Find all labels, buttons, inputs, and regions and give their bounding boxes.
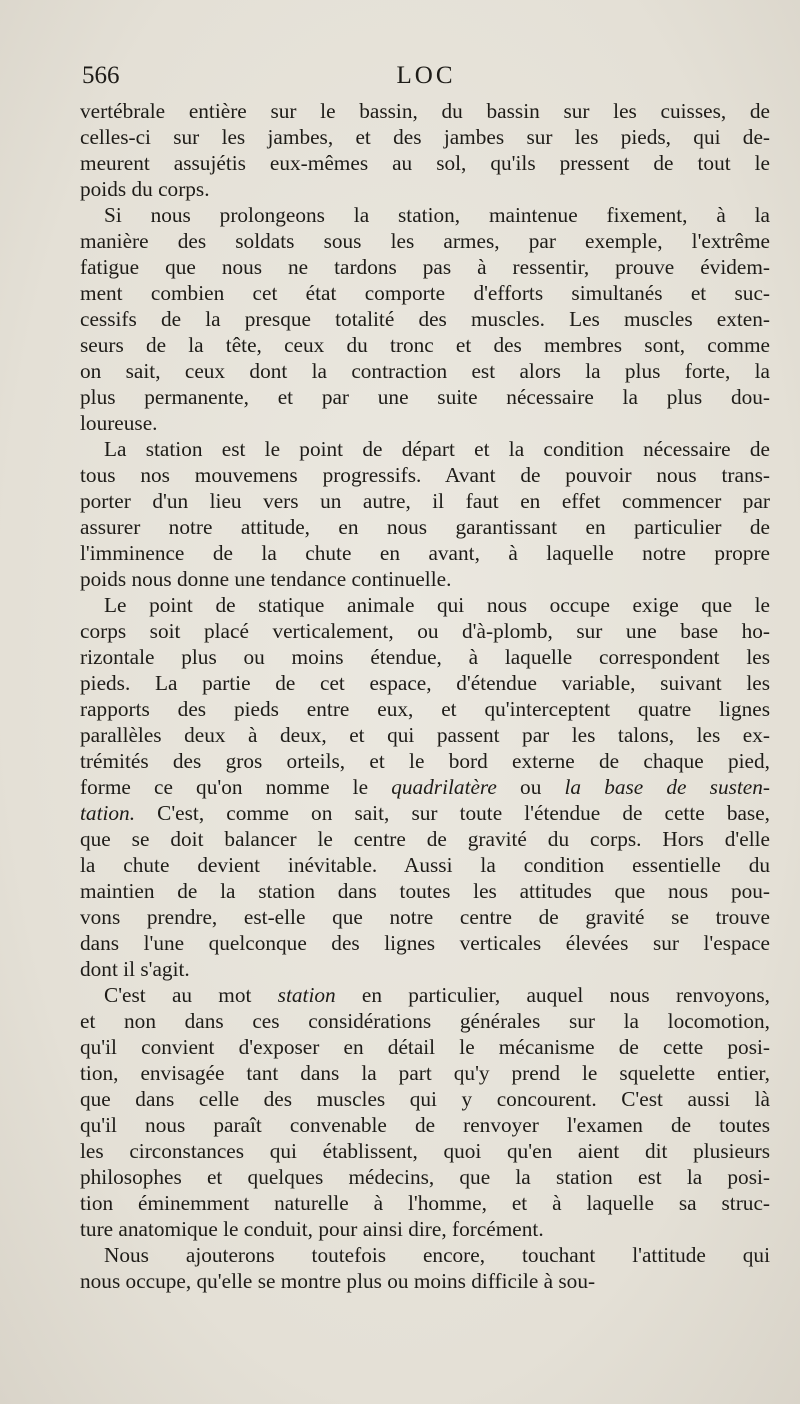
text-line: la chute devient inévitable. Aussi la condition essentielle du <box>80 853 770 877</box>
text-line: corps soit placé verticalement, ou d'à-plomb, sur une base ho- <box>80 619 770 643</box>
text-line: tation. C'est, comme on sait, sur toute l'étendue de cette base, <box>80 801 770 825</box>
text-line: assurer notre attitude, en nous garantissant en particulier de <box>80 515 770 539</box>
text-line: vons prendre, est-elle que notre centre de gravité se trouve <box>80 905 770 929</box>
text-line: dans l'une quelconque des lignes verticales élevées sur l'espace <box>80 931 770 955</box>
text-line: porter d'un lieu vers un autre, il faut en effet commencer par <box>80 489 770 513</box>
text-line: ment combien cet état comporte d'efforts simultanés et suc- <box>80 281 770 305</box>
text-line: nous occupe, qu'elle se montre plus ou moins difficile à sou- <box>80 1269 596 1293</box>
text-line: pieds. La partie de cet espace, d'étendue variable, suivant les <box>80 671 770 695</box>
text-line: poids nous donne une tendance continuelle. <box>80 567 452 591</box>
paragraph <box>80 202 770 436</box>
text-line: maintien de la station dans toutes les attitudes que nous pou- <box>80 879 770 903</box>
text-line: celles-ci sur les jambes, et des jambes sur les pieds, qui de- <box>80 125 770 149</box>
text-line: les circonstances qui établissent, quoi qu'en aient dit plusieurs <box>80 1139 770 1163</box>
text-line: on sait, ceux dont la contraction est alors la plus forte, la <box>80 359 770 383</box>
text-line: qu'il nous paraît convenable de renvoyer l'examen de toutes <box>80 1113 770 1137</box>
paragraph <box>80 436 770 592</box>
page-header <box>82 62 770 98</box>
text-line: tion éminemment naturelle à l'homme, et à laquelle sa struc- <box>80 1191 770 1215</box>
text-line: vertébrale entière sur le bassin, du bassin sur les cuisses, de <box>80 99 770 123</box>
text-line: plus permanente, et par une suite nécessaire la plus dou- <box>80 385 770 409</box>
page-number: 566 <box>82 62 120 89</box>
paragraph <box>80 982 770 1242</box>
running-head: LOC <box>396 62 456 89</box>
text-line: forme ce qu'on nomme le quadrilatère ou la base de susten- <box>80 775 770 799</box>
text-line: poids du corps. <box>80 177 210 201</box>
text-line: ture anatomique le conduit, pour ainsi dire, forcément. <box>80 1217 544 1241</box>
text-line: loureuse. <box>80 411 158 435</box>
text-line: manière des soldats sous les armes, par exemple, l'extrême <box>80 229 770 253</box>
text-line: tion, envisagée tant dans la part qu'y prend le squelette entier, <box>80 1061 770 1085</box>
text-line: que se doit balancer le centre de gravité du corps. Hors d'elle <box>80 827 770 851</box>
paragraph <box>80 98 770 202</box>
text-line: seurs de la tête, ceux du tronc et des membres sont, comme <box>80 333 770 357</box>
text-line: que dans celle des muscles qui y concourent. C'est aussi là <box>80 1087 770 1111</box>
text-line: l'imminence de la chute en avant, à laquelle notre propre <box>80 541 770 565</box>
text-line: parallèles deux à deux, et qui passent par les talons, les ex- <box>80 723 770 747</box>
text-line: rizontale plus ou moins étendue, à laquelle correspondent les <box>80 645 770 669</box>
paragraph <box>80 1242 770 1294</box>
text-line: et non dans ces considérations générales sur la locomotion, <box>80 1009 770 1033</box>
text-line: philosophes et quelques médecins, que la station est la posi- <box>80 1165 770 1189</box>
text-line: tous nos mouvemens progressifs. Avant de pouvoir nous trans- <box>80 463 770 487</box>
text-line: Si nous prolongeons la station, maintenue fixement, à la <box>104 203 770 227</box>
text-line: meurent assujétis eux-mêmes au sol, qu'ils pressent de tout le <box>80 151 770 175</box>
text-line: fatigue que nous ne tardons pas à ressentir, prouve évidem- <box>80 255 770 279</box>
text-line: La station est le point de départ et la condition nécessaire de <box>104 437 770 461</box>
body-text <box>80 98 770 1294</box>
text-line: Le point de statique animale qui nous occupe exige que le <box>104 593 770 617</box>
text-line: rapports des pieds entre eux, et qu'interceptent quatre lignes <box>80 697 770 721</box>
text-line: dont il s'agit. <box>80 957 190 981</box>
text-line: Nous ajouterons toutefois encore, touchant l'attitude qui <box>104 1243 770 1267</box>
text-line: C'est au mot station en particulier, auquel nous renvoyons, <box>104 983 771 1007</box>
text-line: cessifs de la presque totalité des muscles. Les muscles exten- <box>80 307 770 331</box>
text-line: trémités des gros orteils, et le bord externe de chaque pied, <box>80 749 770 773</box>
paragraph <box>80 592 770 982</box>
text-line: qu'il convient d'exposer en détail le mécanisme de cette posi- <box>80 1035 770 1059</box>
